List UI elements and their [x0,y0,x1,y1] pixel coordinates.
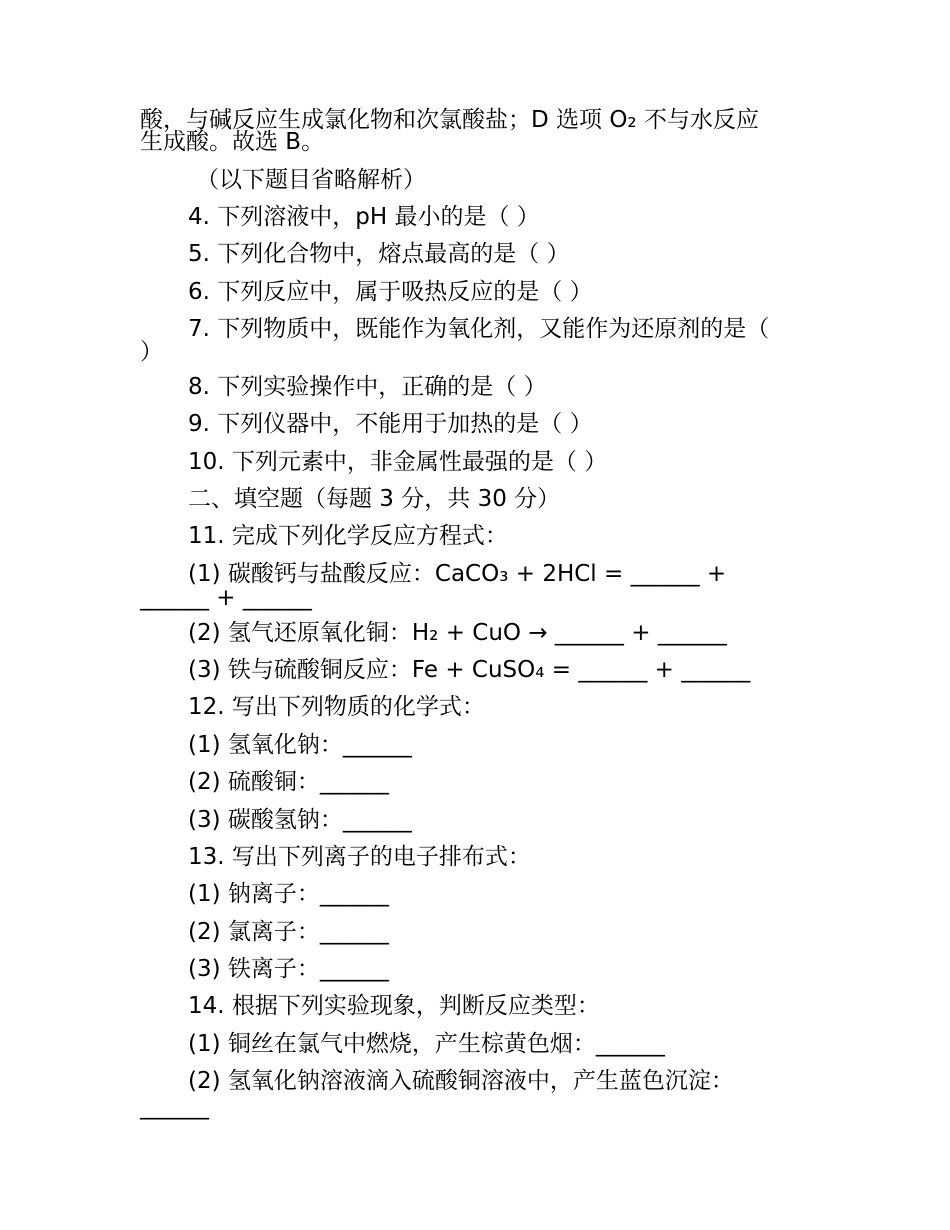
question-11-part-2: (2) 氢气还原氧化铜：H₂ + CuO → ______ + ______ [188,620,727,646]
question-11-part-1-continuation: ______ + ______ [140,585,312,611]
question-12-part-2: (2) 硫酸铜：______ [188,769,389,795]
question-14: 14. 根据下列实验现象，判断反应类型： [188,993,600,1019]
question-12: 12. 写出下列物质的化学式： [188,694,485,720]
question-10: 10. 下列元素中，非金属性最强的是（ ） [188,449,608,475]
section-note: （以下题目省略解析） [196,167,426,193]
question-11-part-1: (1) 碳酸钙与盐酸反应：CaCO₃ + 2HCl = ______ + [188,561,727,587]
question-6: 6. 下列反应中，属于吸热反应的是（ ） [188,279,593,305]
question-4: 4. 下列溶液中，pH 最小的是（ ） [188,204,540,230]
question-9: 9. 下列仪器中，不能用于加热的是（ ） [188,411,593,437]
text-line: 生成酸。故选 B。 [140,129,325,155]
question-5: 5. 下列化合物中，熔点最高的是（ ） [188,241,570,267]
question-12-part-3: (3) 碳酸氢钠：______ [188,807,412,833]
section-heading: 二、填空题（每题 3 分，共 30 分） [188,486,561,512]
question-7-continuation: ） [140,339,163,365]
text-line: 酸，与碱反应生成氯化物和次氯酸盐；D 选项 O₂ 不与水反应 [140,107,759,133]
question-13-part-1: (1) 钠离子：______ [188,881,389,907]
question-14-part-2-continuation: ______ [140,1094,209,1120]
question-11-part-3: (3) 铁与硫酸铜反应：Fe + CuSO₄ = ______ + ______ [188,657,751,683]
question-13-part-3: (3) 铁离子：______ [188,956,389,982]
question-8: 8. 下列实验操作中，正确的是（ ） [188,374,547,400]
question-14-part-1: (1) 铜丝在氯气中燃烧，产生棕黄色烟：______ [188,1031,665,1057]
question-12-part-1: (1) 氢氧化钠：______ [188,732,412,758]
question-11: 11. 完成下列化学反应方程式： [188,523,508,549]
question-13: 13. 写出下列离子的电子排布式： [188,844,531,870]
question-14-part-2: (2) 氢氧化钠溶液滴入硫酸铜溶液中，产生蓝色沉淀： [188,1068,734,1094]
question-7: 7. 下列物质中，既能作为氧化剂，又能作为还原剂的是（ [188,316,770,342]
question-13-part-2: (2) 氯离子：______ [188,919,389,945]
